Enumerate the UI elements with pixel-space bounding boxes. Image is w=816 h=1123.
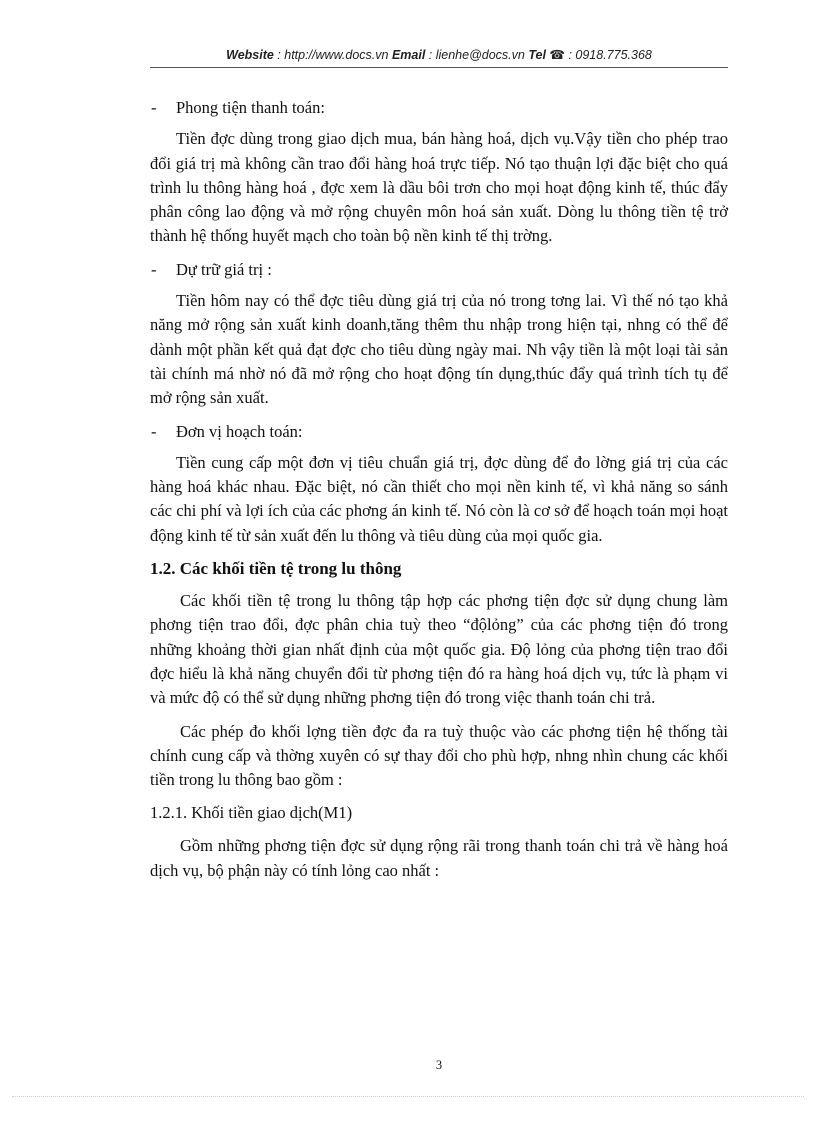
bullet-store-of-value [150,258,728,282]
bullet-dash: - [151,98,157,117]
page-header [150,47,728,62]
bullet-payment-means [150,96,728,120]
paragraph-money-blocks: Các khối tiền tệ trong lu thông tập hợp các phơng tiện đợc sử dụng chung làm phơng tiện trao đổi, đợc phân chia tuỳ theo “độlỏng” của các phơng tiện đó trong những khoảng thời gian nhất định của một quốc gia. Độ lỏng của phơng tiện trao đổi đợc hiểu là khả năng chuyển đổi từ phơng tiện đó ra hàng hoá dịch vụ, tức là phạm vi và mức độ có thể sử dụng những phơng tiện đó trong việc thanh toán chi trả. [150,591,728,708]
bullet-label: Dự trữ giá trị : [176,259,272,279]
email-label: Email [391,48,426,62]
section-heading-1-2: 1.2. Các khối tiền tệ trong lu thông [150,559,402,579]
email-value: : lienhe@docs.vn [425,48,529,62]
tel-value: : 0918.775.368 [564,48,652,62]
bullet-label: Đơn vị hoạch toán: [176,421,303,441]
website-value: : http://www.docs.vn [273,48,392,62]
bullet-unit-of-account [150,420,728,444]
page-bottom-divider [12,1096,804,1097]
page-number: 3 [435,1058,443,1072]
header-divider [150,67,728,68]
tel-label: Tel [528,48,550,62]
paragraph-unit-of-account: Tiền cung cấp một đơn vị tiêu chuẩn giá trị, đợc dùng để đo lờng giá trị của các hàng hoá khác nhau. Đặc biệt, nó cần thiết cho mọi nền kinh tế, vì khả năng so sánh các chi phí và lợi ích của các phơng án kinh tế. Nó còn là cơ sở để hoạch toán mọi hoạt động kinh tế từ sản xuất đến lu thông và tiêu dùng của mọi quốc gia. [150,452,728,545]
paragraph-measurement: Các phép đo khối lợng tiền đợc đa ra tuỳ thuộc vào các phơng tiện hệ thống tài chính cung cấp và thờng xuyên có sự thay đổi cho phù hợp, nhng nhìn chung các khối tiền trong lu thông bao gồm : [150,721,728,790]
bullet-dash: - [151,259,157,279]
bullet-label: Phong tiện thanh toán: [176,98,325,117]
website-label: Website [226,48,274,62]
paragraph-m1: Gồm những phơng tiện đợc sử dụng rộng rãi trong thanh toán chi trả về hàng hoá dịch vụ, bộ phận này có tính lỏng cao nhất : [150,836,728,880]
paragraph-payment: Tiền đợc dùng trong giao dịch mua, bán hàng hoá, dịch vụ.Vậy tiền cho phép trao đổi giá trị mà không cần trao đổi hàng hoá trực tiếp. Nó tạo thuận lợi đặc biệt cho quá trình lu thông hàng hoá , đợc xem là dầu bôi trơn cho mọi hoạt động kinh tế, thúc đẩy phân công lao động và mở rộng chuyên môn hoá sản xuất. Dòng lu thông tiền tệ trở thành hệ thống huyết mạch cho toàn bộ nền kinh tế thị trờng. [150,129,728,246]
paragraph-store-of-value: Tiền hôm nay có thể đợc tiêu dùng giá trị của nó trong tơng lai. Vì thế nó tạo khả năng mở rộng sản xuất kinh doanh,tăng thêm thu nhập trong hiện tại, nhng có thể để dành một phần kết quả đạt đợc cho tiêu dùng ngày mai. Nh vậy tiền là một loại tài sản tài chính má nhờ nó đã mở rộng cho hoạt động tín dụng,thúc đẩy quá trình tích tụ để mở rộng sản xuất. [150,291,728,408]
telephone-icon: ☎ [549,48,565,62]
section-heading-1-2-1: 1.2.1. Khối tiền giao dịch(M1) [150,803,353,823]
bullet-dash: - [151,421,157,441]
document-body [150,96,728,892]
